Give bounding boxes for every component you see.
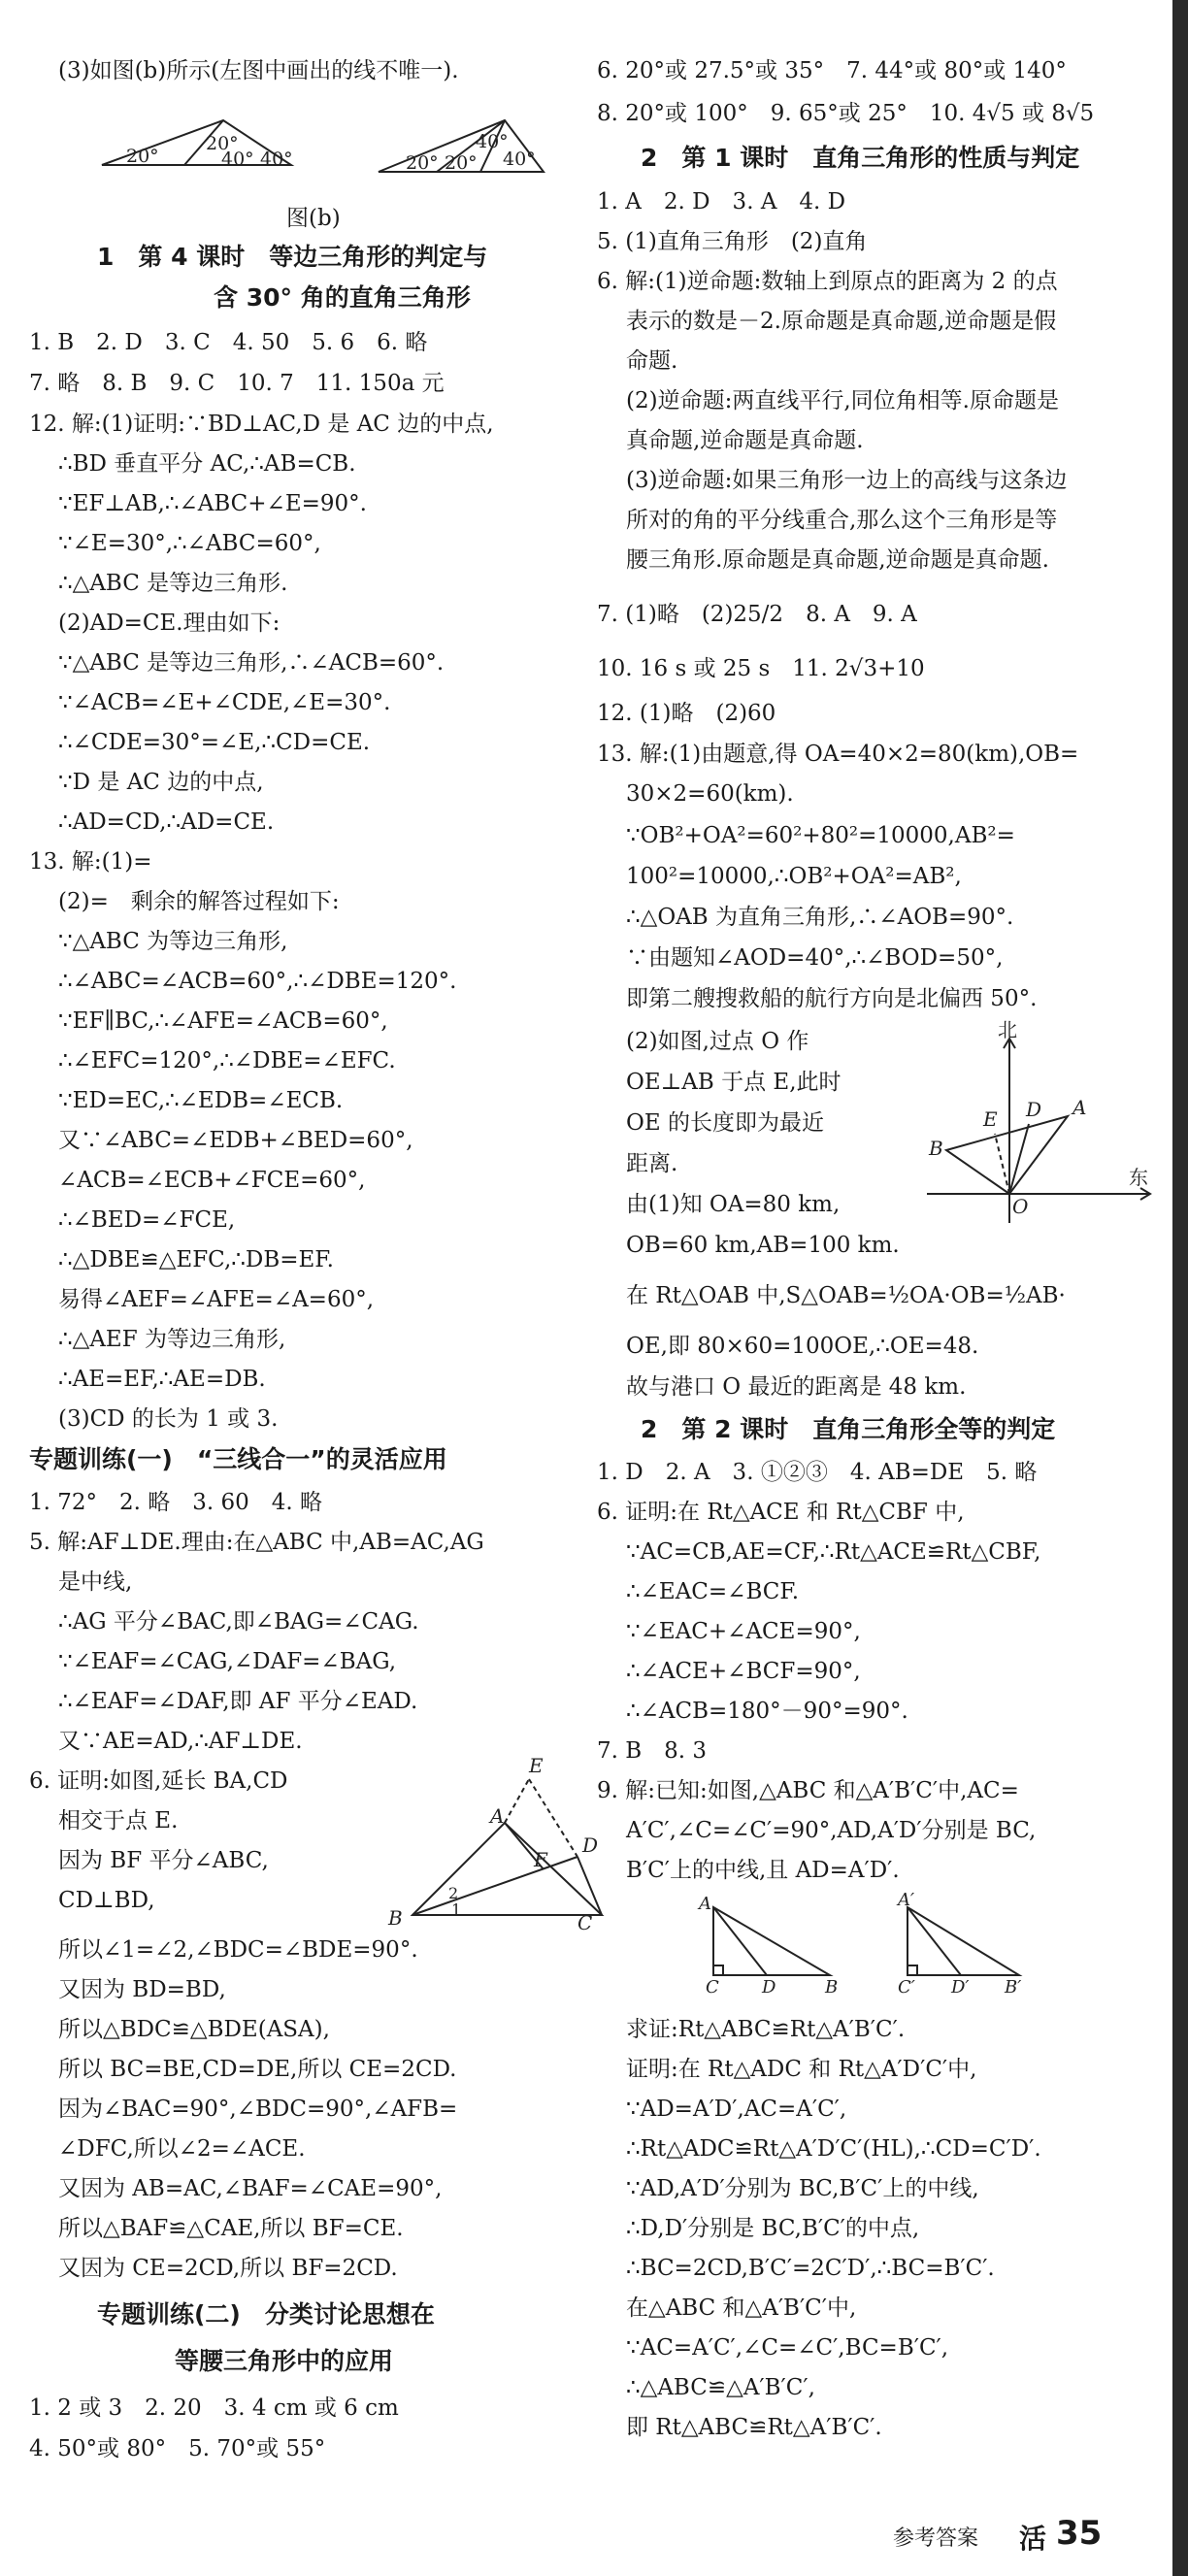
text-line: ∴BD 垂直平分 AC,∴AB=CB. [58, 451, 356, 477]
text-line: B′C′上的中线,且 AD=A′D′. [626, 1858, 900, 1883]
text-line: ∵AC=CB,AE=CF,∴Rt△ACE≌Rt△CBF, [626, 1539, 1041, 1565]
text-line: 所对的角的平分线重合,那么这个三角形是等 [626, 508, 1058, 533]
text-line: 因为∠BAC=90°,∠BDC=90°,∠AFB= [58, 2097, 458, 2122]
angle-label: 40° [221, 149, 254, 170]
text-line: ∴Rt△ADC≌Rt△A′D′C′(HL),∴CD=C′D′. [626, 2136, 1041, 2162]
point-label: A′ [898, 1890, 915, 1910]
text-line: OB=60 km,AB=100 km. [626, 1233, 900, 1258]
text-line: (2)= 剩余的解答过程如下: [58, 889, 340, 914]
text-line: ∵由题知∠AOD=40°,∴∠BOD=50°, [626, 945, 1004, 971]
point-label: B [825, 1977, 839, 1998]
text-line: 1. 2 或 3 2. 20 3. 4 cm 或 6 cm [29, 2395, 399, 2421]
text-line: 9. 解:已知:如图,△ABC 和△A′B′C′中,AC= [597, 1778, 1019, 1803]
text-line: 表示的数是－2.原命题是真命题,逆命题是假 [626, 309, 1057, 334]
text-line: ∴AE=EF,∴AE=DB. [58, 1367, 266, 1392]
point-label: F [534, 1848, 547, 1871]
text-line: 即第二艘搜救船的航行方向是北偏西 50°. [626, 986, 1038, 1011]
text-line: ∠DFC,所以∠2=∠ACE. [58, 2136, 306, 2162]
page-edge-bar [1172, 0, 1188, 2576]
text-line: 6. 证明:在 Rt△ACE 和 Rt△CBF 中, [597, 1500, 965, 1525]
angle-label: 20° [406, 152, 439, 174]
text-line: 又∵AE=AD,∴AF⊥DE. [58, 1729, 303, 1754]
text-line: ∴∠ACB=180°－90°=90°. [626, 1699, 908, 1724]
text-line: 5. (1)直角三角形 (2)直角 [597, 229, 868, 254]
point-label: B′ [1005, 1977, 1022, 1998]
section-heading: 专题训练(一) “三线合一”的灵活应用 [29, 1445, 447, 1473]
point-label: D [762, 1977, 776, 1998]
angle-label: 20° [445, 152, 478, 174]
text-line: (2)AD=CE.理由如下: [58, 611, 280, 636]
text-line: ∵ED=EC,∴∠EDB=∠ECB. [58, 1088, 344, 1113]
text-line: ∵D 是 AC 边的中点, [58, 770, 264, 795]
text-line: (3)逆命题:如果三角形一边上的高线与这条边 [626, 468, 1068, 493]
text-line: ∴∠ACE+∠BCF=90°, [626, 1659, 861, 1684]
text-line: ∵△ABC 是等边三角形,∴∠ACB=60°. [58, 650, 445, 676]
point-label: D [1026, 1098, 1042, 1121]
text-line: 相交于点 E. [58, 1808, 179, 1833]
text-line: 1. 72° 2. 略 3. 60 4. 略 [29, 1490, 323, 1515]
text-line: ∴△OAB 为直角三角形,∴∠AOB=90°. [626, 905, 1014, 930]
text-line: 又因为 AB=AC,∠BAF=∠CAE=90°, [58, 2176, 443, 2201]
angle-label: 40° [476, 131, 509, 152]
text-line: 13. 解:(1)由题意,得 OA=40×2=80(km),OB= [597, 742, 1079, 767]
text-line: 7. (1)略 (2)25/2 8. A 9. A [597, 602, 917, 627]
text-line: 100²=10000,∴OB²+OA²=AB², [626, 864, 962, 889]
text-line: 所以 BC=BE,CD=DE,所以 CE=2CD. [58, 2057, 457, 2082]
text-line: 所以△BAF≌△CAE,所以 BF=CE. [58, 2216, 404, 2241]
text-line: ∴∠ABC=∠ACB=60°,∴∠DBE=120°. [58, 969, 457, 994]
text-line: ∵∠E=30°,∴∠ABC=60°, [58, 531, 321, 556]
section-heading: 等腰三角形中的应用 [175, 2347, 394, 2375]
text-line: ∵OB²+OA²=60²+80²=10000,AB²= [626, 823, 1015, 848]
page-footer [874, 2514, 1165, 2562]
text-line: 又因为 CE=2CD,所以 BF=2CD. [58, 2256, 398, 2281]
angle-label: 20° [126, 146, 159, 167]
text-line: 所以∠1=∠2,∠BDC=∠BDE=90°. [58, 1937, 418, 1963]
text-line: ∴∠EAC=∠BCF. [626, 1579, 800, 1604]
text-line: 命题. [626, 348, 678, 374]
point-label: O [1012, 1195, 1029, 1218]
text-line: 又因为 BD=BD, [58, 1977, 226, 2002]
angle-number: 1 [451, 1900, 462, 1919]
text-line: 6. 证明:如图,延长 BA,CD [29, 1768, 288, 1794]
text-line: OE⊥AB 于点 E,此时 [626, 1070, 842, 1095]
text-line: 证明:在 Rt△ADC 和 Rt△A′D′C′中, [626, 2057, 977, 2082]
text-line: ∴∠EFC=120°,∴∠DBE=∠EFC. [58, 1048, 396, 1073]
point-label: C [578, 1911, 593, 1934]
text-line: 易得∠AEF=∠AFE=∠A=60°, [58, 1287, 375, 1312]
text-line: ∵∠EAF=∠CAG,∠DAF=∠BAG, [58, 1649, 397, 1674]
text-line: ∵∠ACB=∠E+∠CDE,∠E=30°. [58, 690, 391, 715]
text-line: ∵AD,A′D′分别为 BC,B′C′上的中线, [626, 2176, 979, 2201]
text-line: 由(1)知 OA=80 km, [626, 1192, 841, 1217]
text-line: 8. 20°或 100° 9. 65°或 25° 10. 4√5 或 8√5 [597, 101, 1095, 126]
text-line: 因为 BF 平分∠ABC, [58, 1848, 269, 1873]
page-number: 35 [1056, 2514, 1103, 2553]
footer-label: 参考答案 [893, 2526, 979, 2551]
text-line: 7. B 8. 3 [597, 1738, 708, 1764]
text-line: 30×2=60(km). [626, 781, 794, 807]
angle-label: 40° [260, 149, 293, 170]
point-label: C [706, 1977, 719, 1998]
point-label: A [490, 1804, 505, 1828]
point-label: C′ [898, 1977, 915, 1998]
text-line: (3)CD 的长为 1 或 3. [58, 1406, 279, 1432]
text-line: 腰三角形.原命题是真命题,逆命题是真命题. [626, 547, 1049, 573]
angle-number: 2 [448, 1884, 459, 1902]
text-line: 即 Rt△ABC≌Rt△A′B′C′. [626, 2415, 882, 2440]
text-line: 在△ABC 和△A′B′C′中, [626, 2295, 857, 2321]
section-heading: 1 第 4 课时 等边三角形的判定与 [97, 243, 488, 271]
figure-problem-9 [694, 1890, 1024, 1998]
text-line: 求证:Rt△ABC≌Rt△A′B′C′. [626, 2017, 906, 2042]
point-label: E [983, 1107, 998, 1131]
text-line: ∴∠CDE=30°=∠E,∴CD=CE. [58, 730, 371, 755]
text-line: 是中线, [58, 1569, 133, 1595]
text-line: 12. 解:(1)证明:∵BD⊥AC,D 是 AC 边的中点, [29, 412, 494, 437]
text-line: ∴AG 平分∠BAC,即∠BAG=∠CAG. [58, 1609, 419, 1635]
text-line: 7. 略 8. B 9. C 10. 7 11. 150a 元 [29, 371, 445, 396]
point-label: E [529, 1754, 544, 1777]
direction-label: 北 [998, 1018, 1017, 1041]
point-label: A [699, 1894, 711, 1914]
text-line: ∵AD=A′D′,AC=A′C′, [626, 2097, 847, 2122]
text-line: 6. 20°或 27.5°或 35° 7. 44°或 80°或 140° [597, 58, 1067, 83]
text-line: ∴△ABC 是等边三角形. [58, 571, 288, 596]
point-label: D [582, 1833, 599, 1857]
text-line: 1. A 2. D 3. A 4. D [597, 189, 846, 215]
text-line: 13. 解:(1)= [29, 849, 152, 875]
text-line: ∴BC=2CD,B′C′=2C′D′,∴BC=B′C′. [626, 2256, 995, 2281]
text-line: 6. 解:(1)逆命题:数轴上到原点的距离为 2 的点 [597, 269, 1058, 294]
angle-label: 20° [206, 133, 239, 154]
section-heading: 2 第 1 课时 直角三角形的性质与判定 [641, 144, 1080, 172]
text-line: 1. D 2. A 3. ①②③ 4. AB=DE 5. 略 [597, 1460, 1038, 1485]
text-line: 在 Rt△OAB 中,S△OAB=½OA·OB=½AB· [626, 1283, 1066, 1308]
footer-brand: 活 [1019, 2523, 1047, 2555]
text-line: (2)如图,过点 O 作 [626, 1029, 809, 1054]
text-line: ∴△AEF 为等边三角形, [58, 1327, 286, 1352]
text-line: ∵∠EAC+∠ACE=90°, [626, 1619, 861, 1644]
text-line: 距离. [626, 1151, 678, 1176]
text-line: ∠ACB=∠ECB+∠FCE=60°, [58, 1168, 366, 1193]
text-line: A′C′,∠C=∠C′=90°,AD,A′D′分别是 BC, [626, 1818, 1037, 1843]
point-label: A [1072, 1096, 1087, 1119]
section-heading: 2 第 2 课时 直角三角形全等的判定 [641, 1415, 1056, 1443]
figure-problem-6 [379, 1754, 599, 1934]
figure-caption: 图(b) [286, 206, 341, 231]
angle-label: 40° [503, 149, 536, 170]
text-line: (2)逆命题:两直线平行,同位角相等.原命题是 [626, 388, 1059, 413]
point-label: D′ [951, 1977, 970, 1998]
text-line: ∴∠EAF=∠DAF,即 AF 平分∠EAD. [58, 1689, 418, 1714]
direction-label: 东 [1129, 1166, 1148, 1189]
figure-b [97, 109, 573, 186]
figure-problem-13 [917, 1019, 1160, 1233]
text-line: ∴△DBE≌△EFC,∴DB=EF. [58, 1247, 334, 1272]
text-line: ∴AD=CD,∴AD=CE. [58, 809, 275, 835]
text-line: ∵△ABC 为等边三角形, [58, 929, 288, 954]
text-line: 1. B 2. D 3. C 4. 50 5. 6 6. 略 [29, 330, 428, 355]
text-line: 所以△BDC≌△BDE(ASA), [58, 2017, 330, 2042]
section-heading: 专题训练(二) 分类讨论思想在 [97, 2300, 435, 2328]
text-line: OE 的长度即为最近 [626, 1110, 824, 1136]
text-line: ∵AC=A′C′,∠C=∠C′,BC=B′C′, [626, 2335, 949, 2361]
text-line: 真命题,逆命题是真命题. [626, 428, 864, 453]
text-line: 12. (1)略 (2)60 [597, 701, 776, 726]
text-line: 10. 16 s 或 25 s 11. 2√3+10 [597, 656, 925, 681]
point-label: B [929, 1137, 943, 1160]
text-line: ∴D,D′分别是 BC,B′C′的中点, [626, 2216, 920, 2241]
point-label: B [388, 1906, 403, 1930]
text-line: OE,即 80×60=100OE,∴OE=48. [626, 1334, 979, 1359]
text-line: (3)如图(b)所示(左图中画出的线不唯一). [58, 58, 459, 83]
text-line: 又∵∠ABC=∠EDB+∠BED=60°, [58, 1128, 413, 1153]
text-line: ∴△ABC≌△A′B′C′, [626, 2375, 815, 2400]
text-line: 故与港口 O 最近的距离是 48 km. [626, 1374, 967, 1400]
text-line: ∵EF∥BC,∴∠AFE=∠ACB=60°, [58, 1008, 388, 1034]
text-line: CD⊥BD, [58, 1888, 155, 1913]
text-line: 4. 50°或 80° 5. 70°或 55° [29, 2436, 326, 2461]
text-line: 5. 解:AF⊥DE.理由:在△ABC 中,AB=AC,AG [29, 1530, 484, 1555]
section-heading: 含 30° 角的直角三角形 [214, 283, 471, 312]
text-line: ∴∠BED=∠FCE, [58, 1207, 236, 1233]
text-line: ∵EF⊥AB,∴∠ABC+∠E=90°. [58, 491, 367, 516]
